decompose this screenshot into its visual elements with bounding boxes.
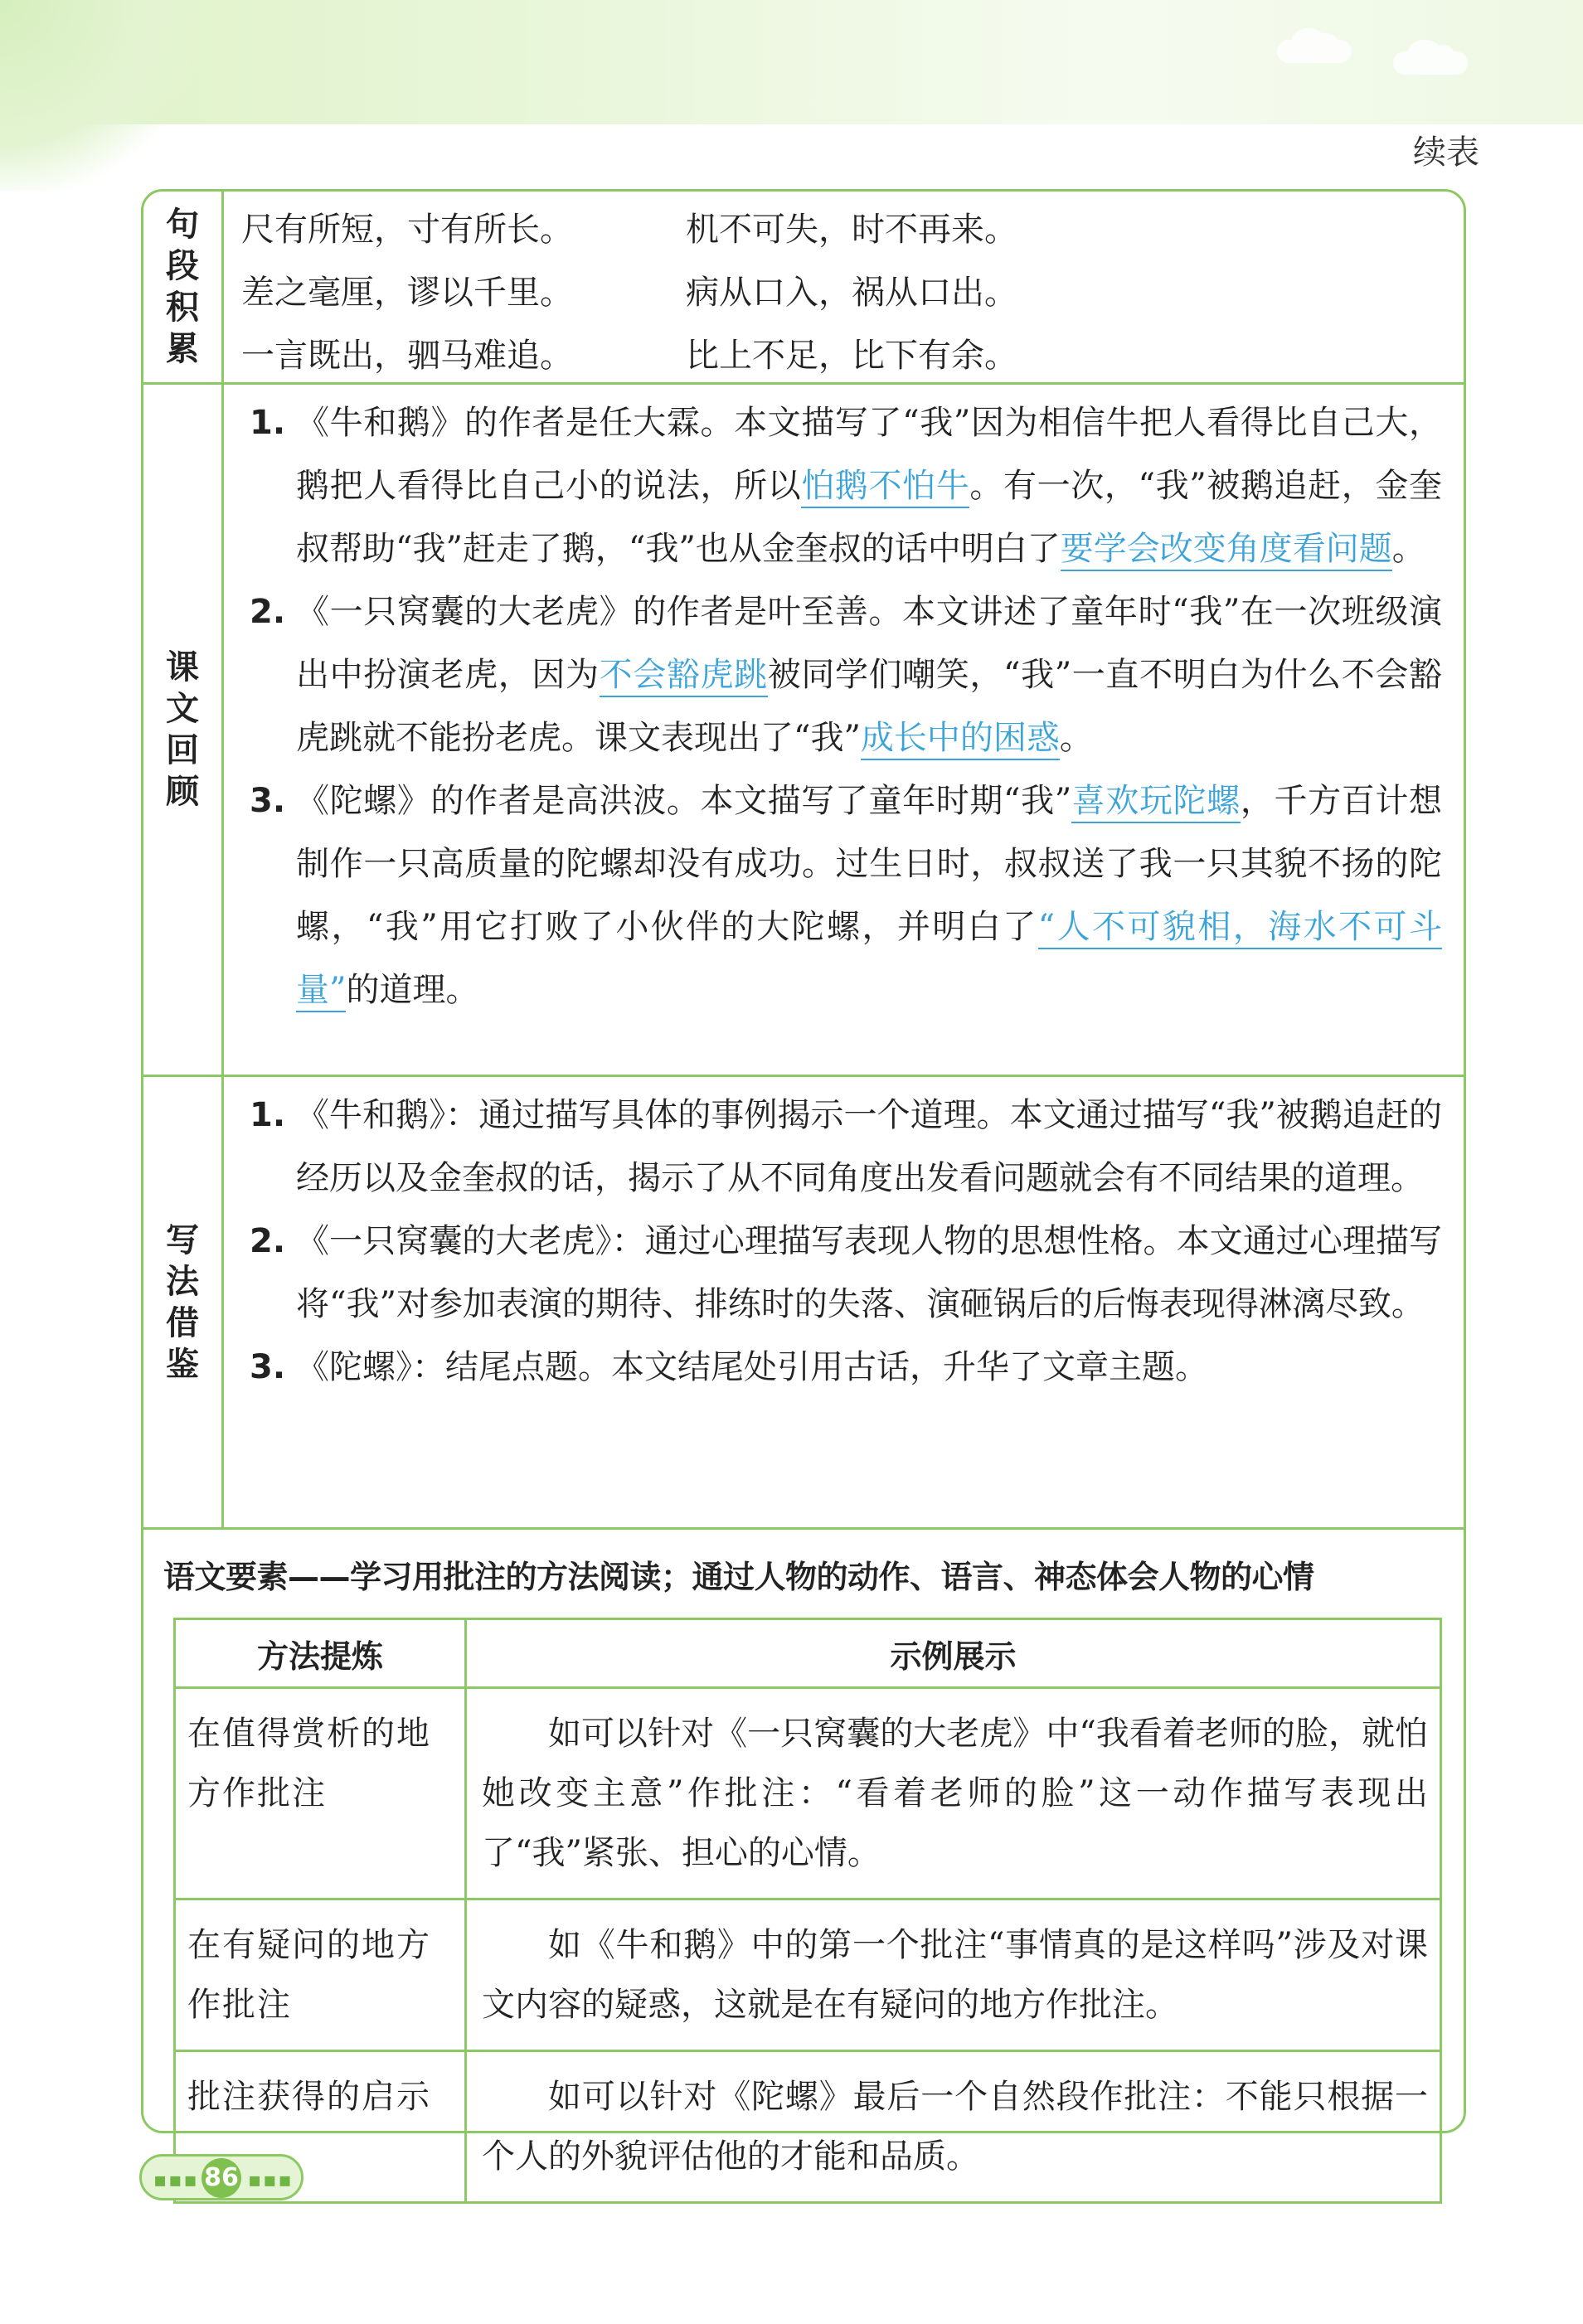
column-header: 方法提炼 <box>175 1619 466 1688</box>
column-header: 示例展示 <box>466 1619 1441 1688</box>
answer-text: 成长中的困惑 <box>861 719 1060 760</box>
idiom: 病从口入，祸从口出。 <box>686 274 1017 312</box>
writing-item: 1. 《牛和鹅》：通过描写具体的事例揭示一个道理。本文通过描写“我”被鹅追赶的经历以及金奎叔的话，揭示了从不同角度出发看问题就会有不同结果的道理。 <box>250 1096 1442 1197</box>
review-item: 1. 《牛和鹅》的作者是任大霖。本文描写了“我”因为相信牛把人看得比自己大，鹅把人看得比自己小的说法，所以怕鹅不怕牛。有一次，“我”被鹅追赶，金奎叔帮助“我”赶走了鹅，“我”也从金奎叔的话中明白了要学会改变角度看问题。 <box>241 391 1442 580</box>
answer-text: “人不可貌相，海水不可斗量” <box>296 908 1442 1012</box>
table-row <box>175 2051 1441 2203</box>
cloud-decoration <box>1277 40 1352 63</box>
section-review <box>143 385 1464 1077</box>
review-item: 2. 《一只窝囊的大老虎》的作者是叶至善。本文讲述了童年时“我”在一次班级演出中扮演老虎，因为不会豁虎跳被同学们嘲笑，“我”一直不明白为什么不会豁虎跳就不能扮老虎。课文表现出了“我”成长中的困惑。 <box>241 580 1442 769</box>
table-row <box>175 1899 1441 2051</box>
idiom: 比上不足，比下有余。 <box>686 337 1017 375</box>
corner-decoration <box>0 0 199 191</box>
answer-text: 怕鹅不怕牛 <box>801 467 969 508</box>
example-cell: 如可以针对《陀螺》最后一个自然段作批注：不能只根据一个人的外貌评估他的才能和品质。 <box>466 2051 1441 2203</box>
table-header-row <box>175 1619 1441 1688</box>
section-label: 课 文 回 顾 <box>143 385 224 1075</box>
idiom: 尺有所短，寸有所长。 <box>241 211 573 249</box>
example-cell: 如《牛和鹅》中的第一个批注“事情真的是这样吗”涉及对课文内容的疑惑，这就是在有疑问的地方作批注。 <box>466 1899 1441 2051</box>
method-cell: 在有疑问的地方作批注 <box>175 1899 466 2051</box>
dots-decoration: ▪▪▪ <box>153 2168 199 2191</box>
section-label: 句 段 积 累 <box>143 192 224 382</box>
section-writing <box>143 1077 1464 1530</box>
answer-text: 不会豁虎跳 <box>600 656 768 697</box>
method-table <box>173 1618 1442 2204</box>
idiom: 差之毫厘，谬以千里。 <box>241 274 573 312</box>
cloud-decoration <box>1393 51 1468 75</box>
answer-text: 喜欢玩陀螺 <box>1071 782 1241 823</box>
writing-item: 3. 《陀螺》：结尾点题。本文结尾处引用古话，升华了文章主题。 <box>250 1348 1208 1386</box>
table-row <box>175 1688 1441 1899</box>
example-cell: 如可以针对《一只窝囊的大老虎》中“我看着老师的脸，就怕她改变主意”作批注：“看着老师的脸”这一动作描写表现出了“我”紧张、担心的心情。 <box>466 1688 1441 1899</box>
page-number-badge <box>139 2154 303 2200</box>
section-sentences <box>143 192 1464 385</box>
section-label: 写 法 借 鉴 <box>143 1077 224 1527</box>
page-number: 86 <box>202 2158 241 2198</box>
idiom: 机不可失，时不再来。 <box>686 211 1017 249</box>
dots-decoration: ▪▪▪ <box>248 2168 294 2191</box>
idiom: 一言既出，驷马难追。 <box>241 337 573 375</box>
answer-text: 要学会改变角度看问题 <box>1061 530 1392 571</box>
continued-label: 续表 <box>1413 133 1479 172</box>
method-cell: 批注获得的启示 <box>175 2051 466 2203</box>
writing-item: 2. 《一只窝囊的大老虎》：通过心理描写表现人物的思想性格。本文通过心理描写将“我”对参加表演的期待、排练时的失落、演砸锅后的后悔表现得淋漓尽致。 <box>250 1222 1442 1323</box>
chinese-elements-heading: 语文要素——学习用批注的方法阅读；通过人物的动作、语言、神态体会人物的心情 <box>163 1559 1314 1595</box>
review-item: 3. 《陀螺》的作者是高洪波。本文描写了童年时期“我”喜欢玩陀螺，千方百计想制作一只高质量的陀螺却没有成功。过生日时，叔叔送了我一只其貌不扬的陀螺，“我”用它打败了小伙伴的大陀螺，并明白了“人不可貌相，海水不可斗量”的道理。 <box>241 769 1442 1021</box>
method-cell: 在值得赏析的地方作批注 <box>175 1688 466 1899</box>
top-band <box>0 0 1583 124</box>
summary-frame <box>141 189 1466 2176</box>
